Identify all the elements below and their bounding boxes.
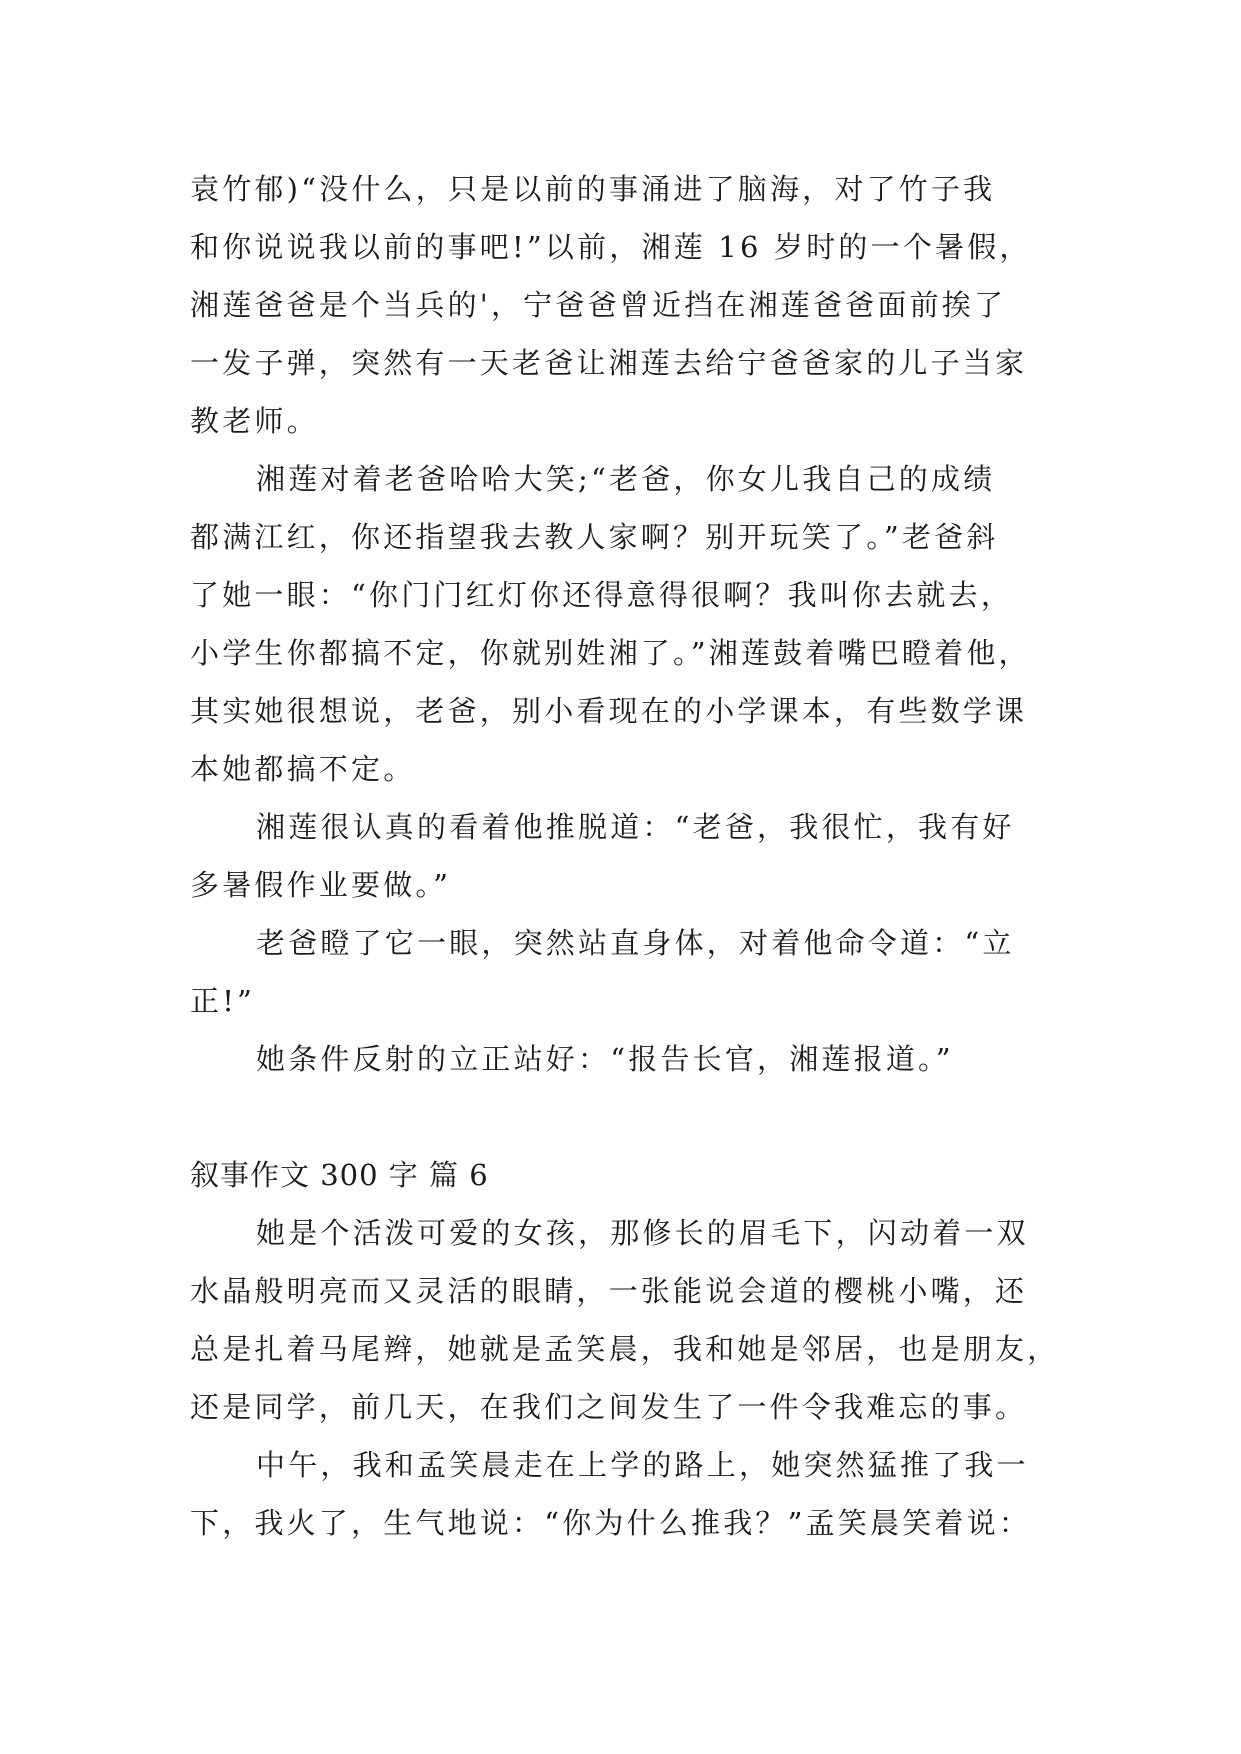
paragraph-continued: [190, 160, 1080, 450]
paragraph-line: 湘莲爸爸是个当兵的'，宁爸爸曾近挡在湘莲爸爸面前挨了: [190, 288, 1007, 322]
paragraph: [190, 1204, 1080, 1436]
paragraph-line: 和你说说我以前的事吧!”以前，湘莲 16 岁时的一个暑假，: [190, 230, 1032, 264]
paragraph-line: 了她一眼：“你门门红灯你还得意得很啊？我叫你去就去，: [190, 578, 1014, 612]
paragraph-line: 一发子弹，突然有一天老爸让湘莲去给宁爸爸家的儿子当家: [190, 346, 1028, 380]
paragraph-line: 正!”: [190, 984, 256, 1018]
paragraph-line: 她是个活泼可爱的女孩，那修长的眉毛下，闪动着一双: [256, 1216, 1029, 1250]
document-body: [190, 160, 1080, 1552]
heading-text: 叙事作文 300 字 篇 6: [190, 1158, 489, 1192]
paragraph: [190, 798, 1080, 914]
paragraph-line: 都满江红，你还指望我去教人家啊？别开玩笑了。”老爸斜: [190, 520, 999, 554]
paragraph: [190, 914, 1080, 1030]
paragraph-line: 其实她很想说，老爸，别小看现在的小学课本，有些数学课: [190, 694, 1028, 728]
paragraph: [190, 1030, 1080, 1088]
paragraph-line: 下，我火了，生气地说：“你为什么推我？”孟笑晨笑着说：: [190, 1506, 1032, 1540]
paragraph-line: 本她都搞不定。: [190, 752, 416, 786]
paragraph-line: 小学生你都搞不定，你就别姓湘了。”湘莲鼓着嘴巴瞪着他，: [190, 636, 1031, 670]
paragraph-line: 水晶般明亮而又灵活的眼睛，一张能说会道的樱桃小嘴，还: [190, 1274, 1028, 1308]
paragraph-line: 湘莲很认真的看着他推脱道：“老爸，我很忙，我有好: [256, 810, 1015, 844]
paragraph-line: 教老师。: [190, 404, 319, 438]
paragraph-line: 湘莲对着老爸哈哈大笑;“老爸，你女儿我自己的成绩: [256, 462, 996, 496]
paragraph-line: 还是同学，前几天，在我们之间发生了一件令我难忘的事。: [190, 1390, 1028, 1424]
paragraph-line: 中午，我和孟笑晨走在上学的路上，她突然猛推了我一: [256, 1448, 1029, 1482]
paragraph-line: 她条件反射的立正站好：“报告长官，湘莲报道。”: [256, 1042, 954, 1076]
paragraph-line: 多暑假作业要做。”: [190, 868, 452, 902]
paragraph-line: 袁竹郁)“没什么，只是以前的事涌进了脑海，对了竹子我: [190, 172, 996, 206]
paragraph-line: 总是扎着马尾辫，她就是孟笑晨，我和她是邻居，也是朋友，: [190, 1332, 1060, 1366]
section-heading: [190, 1146, 1080, 1204]
section-spacer: [190, 1088, 1080, 1146]
paragraph: [190, 1436, 1080, 1552]
paragraph-line: 老爸瞪了它一眼，突然站直身体，对着他命令道：“立: [256, 926, 1015, 960]
paragraph: [190, 450, 1080, 798]
